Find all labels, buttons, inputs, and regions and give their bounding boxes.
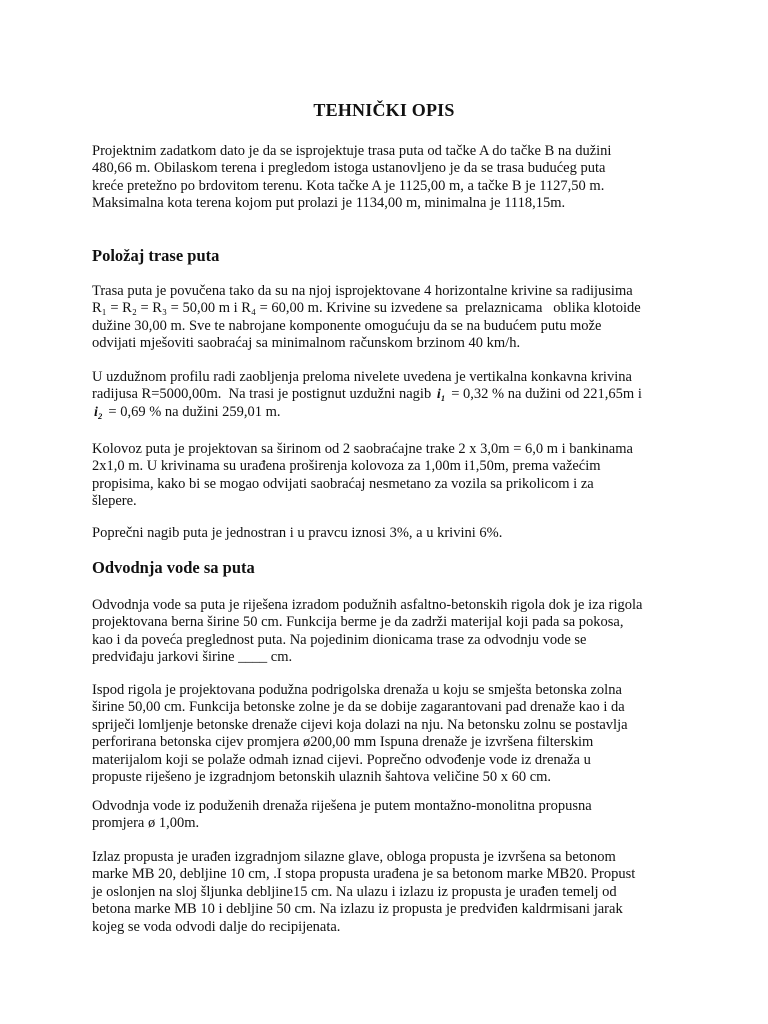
paragraph-izlaz-propusta xyxy=(92,849,692,936)
text-line: je oslonjen na sloj šljunka debljine15 cm. Na ulazu i izlazu iz propusta je urađen temelj od xyxy=(92,883,617,900)
text-line: kreće pretežno po brdovitom terenu. Kota tačke A je 1125,00 m, a tačke B je 1127,50 m. xyxy=(92,177,605,194)
text-line: = 0,69 % na dužini 259,01 m. xyxy=(104,403,281,420)
text-line: 2x1,0 m. U krivinama su urađena proširenja kolovoza za 1,00m i1,50m, prema važećim xyxy=(92,458,601,475)
text-line: propuste riješeno je izgradnjom betonskih ulaznih šahtova veličine 50 x 60 cm. xyxy=(92,769,552,786)
paragraph-vertikalna-krivina xyxy=(92,369,692,421)
text-line: 480,66 m. Obilaskom terena i pregledom istoga ustanovljeno je da se trasa budućeg puta xyxy=(92,160,606,177)
text-line: odvijati mješoviti saobraćaj sa minimalnom računskom brzinom 40 km/h. xyxy=(92,335,521,352)
text-line: materijalom koji se polaže odmah iznad cijevi. Poprečno odvođenje vode iz drenaža u xyxy=(92,751,591,768)
slope-symbol-i1: i₁ xyxy=(436,387,446,403)
text-line: Odvodnja vode iz poduženih drenaža riješena je putem montažno-monolitna propusna xyxy=(92,798,592,814)
text-line: radijusa R=5000,00m. Na trasi je postignut uzdužni nagib xyxy=(92,386,435,403)
text-line: Odvodnja vode sa puta je riješena izradom podužnih asfaltno-betonskih rigola dok je iza rigola xyxy=(92,597,643,613)
text-line: projektovana berna širine 50 cm. Funkcija berme je da zadrži materijal koji pada sa pokosa, xyxy=(92,614,624,631)
paragraph-krivine xyxy=(92,283,692,353)
text-line: širine 50,00 cm. Funkcija betonske zolne je da se dobije zagarantovani pad drenaže kao i da xyxy=(92,699,625,716)
text-line: Projektnim zadatkom dato je da se isprojektuje trasa puta od tačke A do tačke B na dužini xyxy=(92,143,612,159)
text-line: promjera ø 1,00m. xyxy=(92,815,200,832)
text-line: spriječi lomljenje betonske drenaže cijevi koja dolazi na nju. Na betonsku zolnu se postavlja xyxy=(92,716,628,733)
text-line: betona marke MB 10 i debljine 50 cm. Na izlazu iz propusta je predviđen kaldrmisani jarak xyxy=(92,901,623,918)
text-line: U uzdužnom profilu radi zaobljenja preloma nivelete uvedena je vertikalna konkavna krivina xyxy=(92,369,632,385)
text-line: marke MB 20, debljine 10 cm, .I stopa propusta urađena je sa betonom marke MB20. Propust xyxy=(92,866,636,883)
section-heading-polozaj: Položaj trase puta xyxy=(92,246,220,265)
document-title: TEHNIČKI OPIS xyxy=(313,100,455,120)
text-line: šlepere. xyxy=(92,493,137,510)
paragraph-drenaza xyxy=(92,682,692,786)
paragraph-kolovoz xyxy=(92,441,692,511)
text-line: R₁ = R₂ = R₃ = 50,00 m i R₄ = 60,00 m. Krivine su izvedene sa prelaznicama oblika klotoide xyxy=(92,300,641,317)
paragraph-poprecni-nagib xyxy=(92,525,692,542)
text-line: propisima, kako bi se mogao odvijati saobraćaj nesmetano za vozila sa prikolicom i za xyxy=(92,475,594,492)
text-line: predviđaju jarkovi širine ____ cm. xyxy=(92,649,293,666)
slope-symbol-i2: i₂ xyxy=(94,404,103,420)
text-line: dužine 30,00 m. Sve te nabrojane komponente omogućuju da se na budućem putu može xyxy=(92,317,602,334)
text-line: perforirana betonska cijev promjera ø200,00 mm Ispuna drenaže je izvršena filterskim xyxy=(92,734,594,751)
text-line: Kolovoz puta je projektovan sa širinom od 2 saobraćajne trake 2 x 3,0m = 6,0 m i bankinama xyxy=(92,441,633,457)
text-line: Izlaz propusta je urađen izgradnjom silazne glave, obloga propusta je izvršena sa betonom xyxy=(92,849,616,865)
text-line: Maksimalna kota terena kojom put prolazi je 1134,00 m, minimalna je 1118,15m. xyxy=(92,195,566,212)
text-line: kojeg se voda odvodi dalje do recipijenata. xyxy=(92,918,341,935)
paragraph-propusti xyxy=(92,798,692,833)
section-heading-odvodnja: Odvodnja vode sa puta xyxy=(92,558,255,577)
text-line: Ispod rigola je projektovana podužna podrigolska drenaža u koju se smješta betonska zolna xyxy=(92,682,622,698)
paragraph-rigole xyxy=(92,597,692,667)
text-line: = 0,32 % na dužini od 221,65m i xyxy=(447,386,642,403)
text-line: kao i da poveća preglednost puta. Na pojedinim dionicama trase za odvodnju vode se xyxy=(92,631,587,648)
intro-paragraph xyxy=(92,143,692,213)
text-line: Trasa puta je povučena tako da su na njoj isprojektovane 4 horizontalne krivine sa radijusima xyxy=(92,283,633,299)
text-line: Poprečni nagib puta je jednostran i u pravcu iznosi 3%, a u krivini 6%. xyxy=(92,525,503,541)
